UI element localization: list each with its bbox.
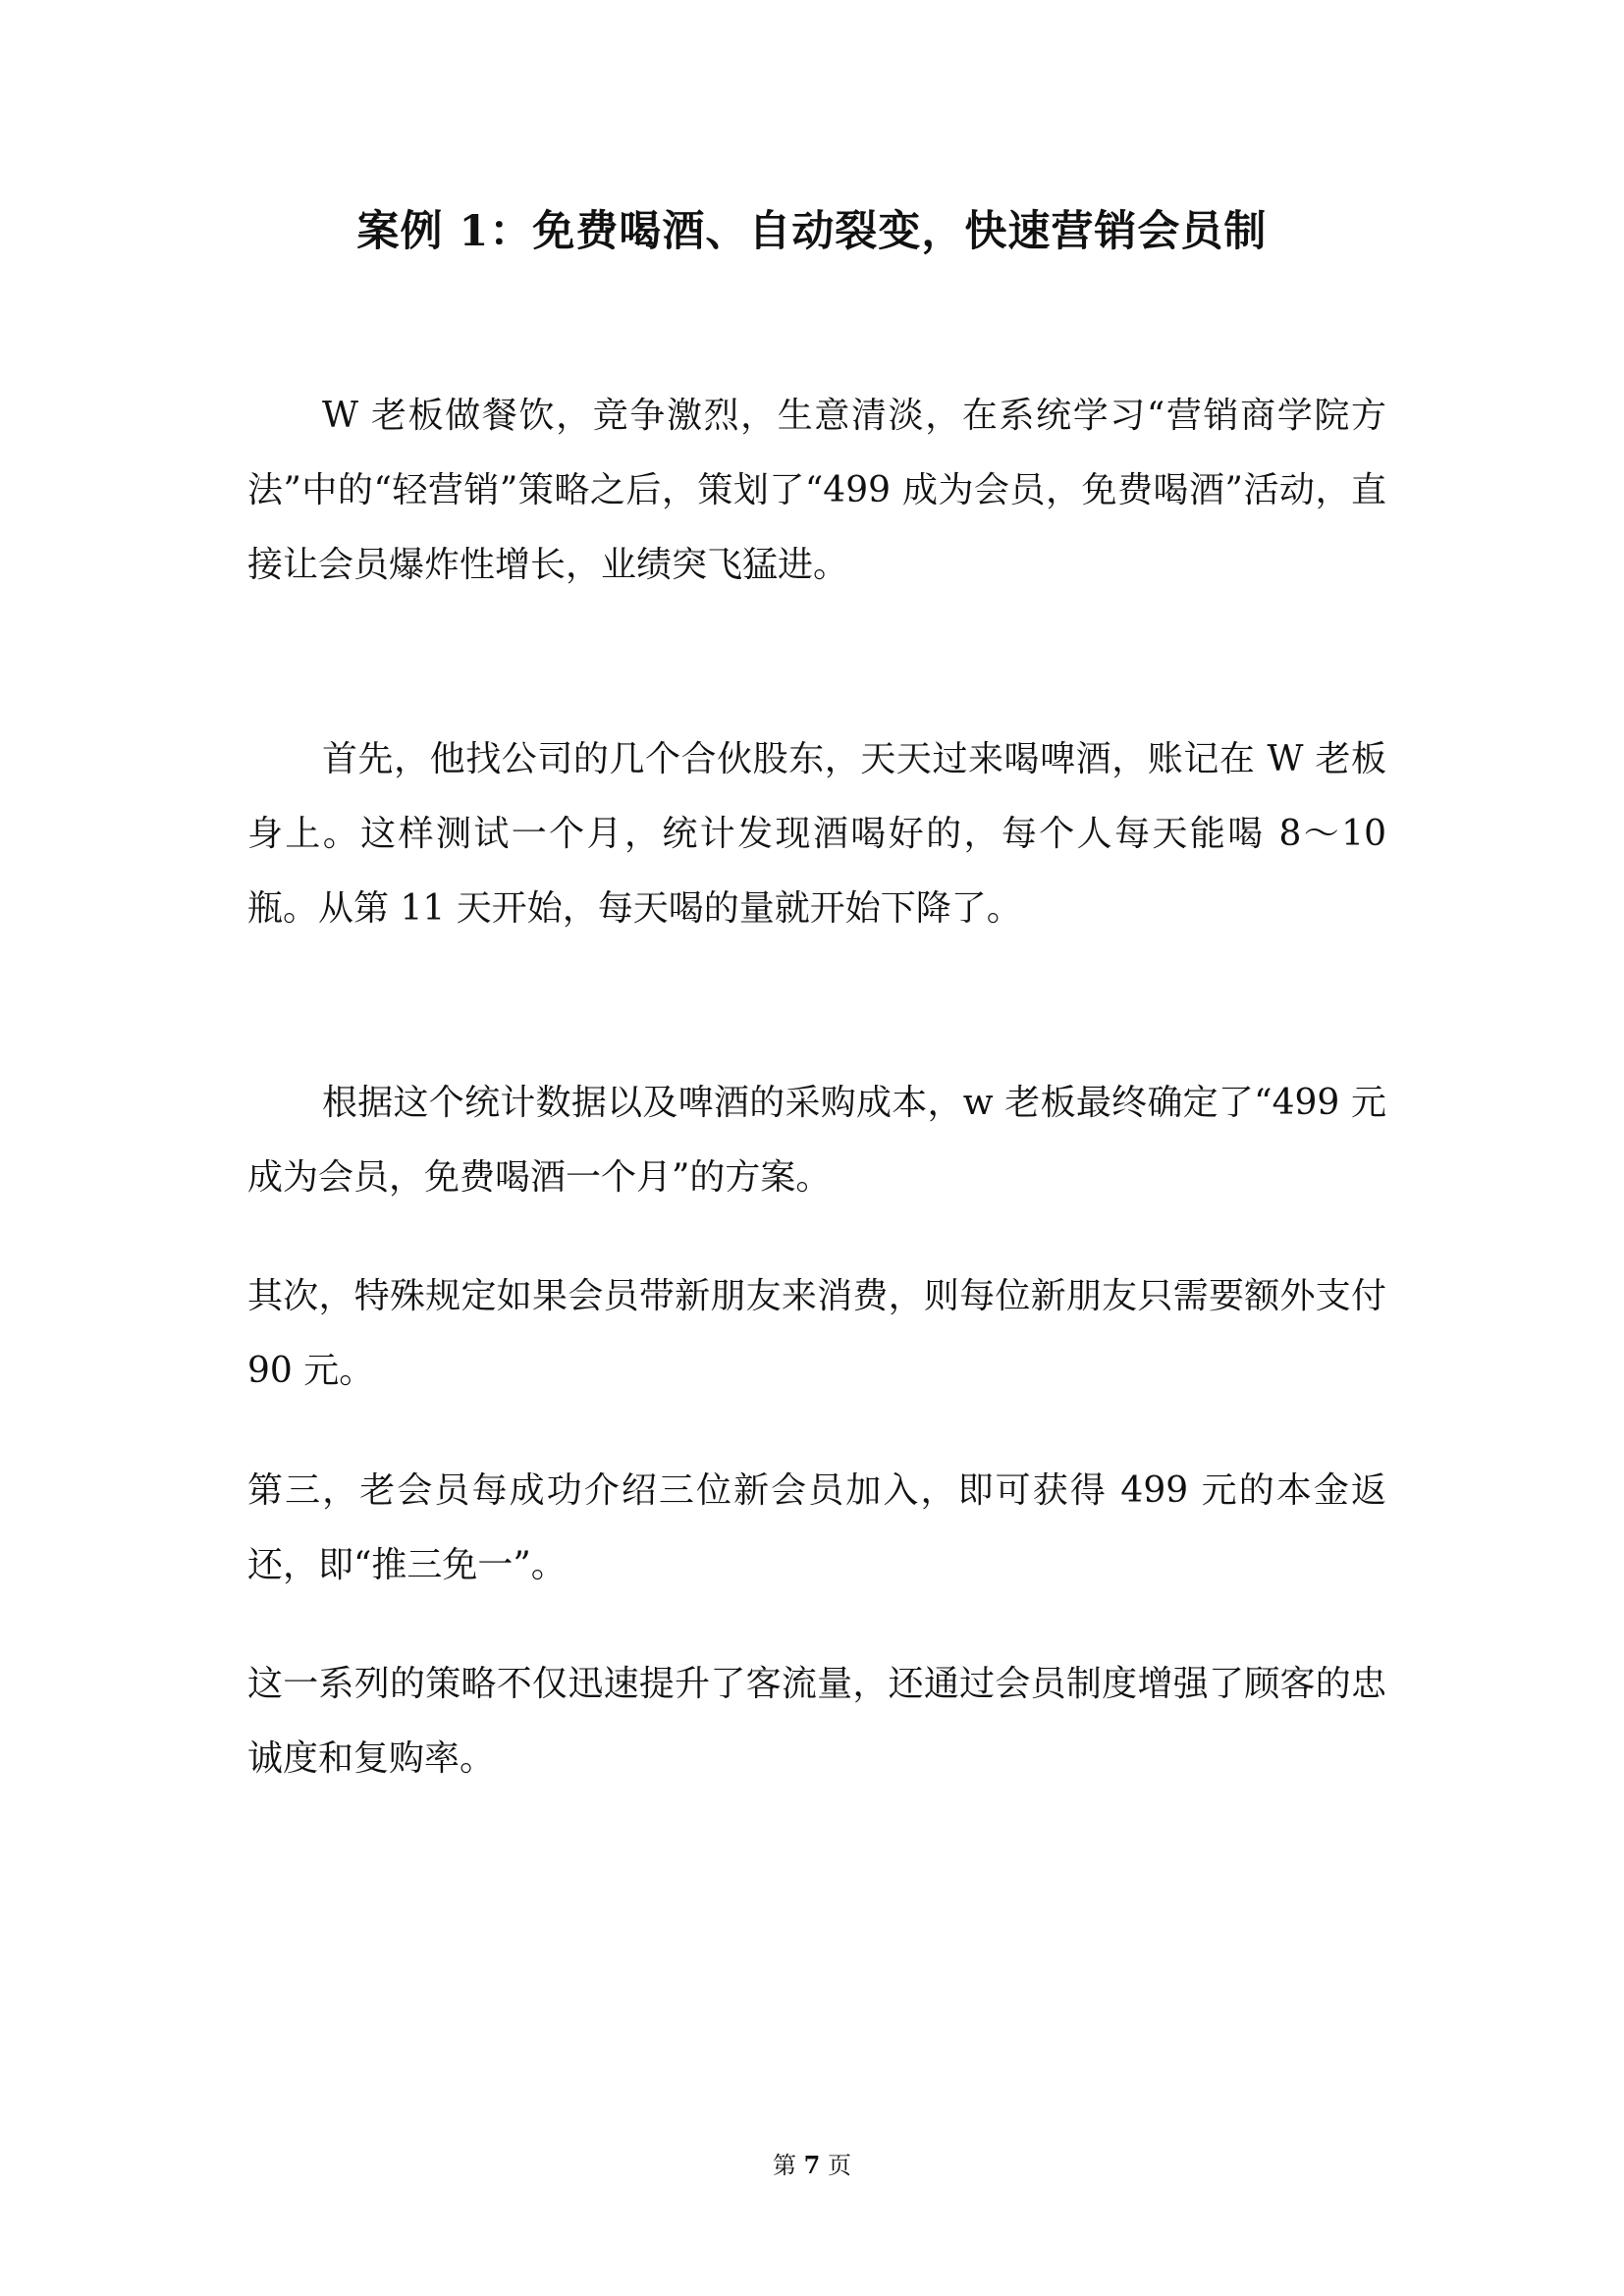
- page-number: 7: [803, 2151, 821, 2179]
- paragraph-plan: 根据这个统计数据以及啤酒的采购成本，w 老板最终确定了“499 元成为会员，免费喝酒一个月”的方案。: [247, 1083, 1386, 1198]
- paragraph-testing: 首先，他找公司的几个合伙股东，天天过来喝啤酒，账记在 W 老板身上。这样测试一个月，统计发现酒喝好的，每个人每天能喝 8～10 瓶。从第 11 天开始，每天喝的量就开始下降了。: [247, 739, 1386, 929]
- paragraph-second-rule: 其次，特殊规定如果会员带新朋友来消费，则每位新朋友只需要额外支付 90 元。: [247, 1276, 1386, 1391]
- footer-prefix: 第: [773, 2152, 796, 2179]
- page-footer: [0, 2148, 1624, 2183]
- paragraph-conclusion: 这一系列的策略不仅迅速提升了客流量，还通过会员制度增强了顾客的忠诚度和复购率。: [247, 1664, 1386, 1779]
- document-title: 案例 1：免费喝酒、自动裂变，快速营销会员制: [356, 207, 1268, 256]
- paragraph-third-rule: 第三，老会员每成功介绍三位新会员加入，即可获得 499 元的本金返还，即“推三免一”。: [247, 1470, 1386, 1585]
- footer-suffix: 页: [827, 2152, 851, 2179]
- paragraph-intro: W 老板做餐饮，竞争激烈，生意清淡，在系统学习“营销商学院方法”中的“轻营销”策略之后，策划了“499 成为会员，免费喝酒”活动，直接让会员爆炸性增长，业绩突飞猛进。: [247, 396, 1386, 585]
